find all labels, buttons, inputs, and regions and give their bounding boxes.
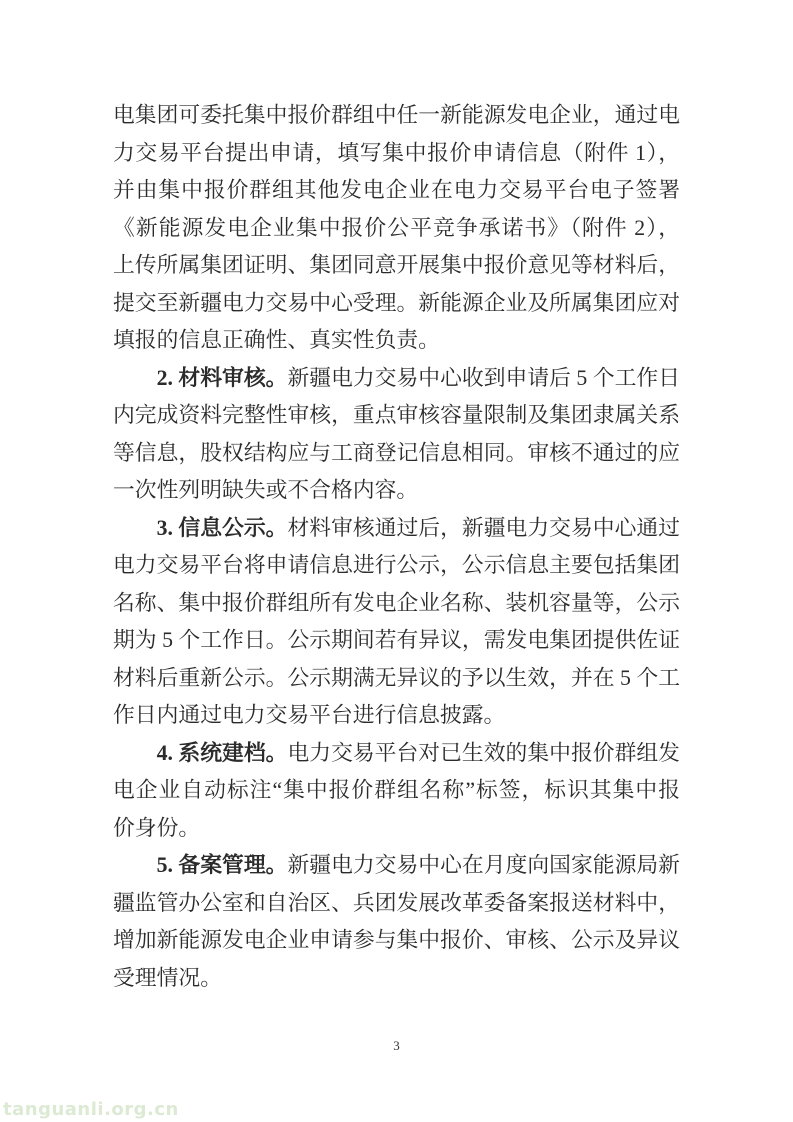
text-line bbox=[113, 922, 680, 960]
document-body bbox=[113, 97, 680, 997]
text-line bbox=[113, 135, 680, 173]
text-line bbox=[113, 172, 680, 210]
text-line bbox=[113, 360, 680, 398]
paragraph-text: 电力交易平台将申请信息进行公示，公示信息主要包括集团 bbox=[113, 553, 680, 577]
text-line bbox=[113, 697, 680, 735]
text-line bbox=[113, 210, 680, 248]
paragraph bbox=[113, 360, 680, 510]
paragraph-text: 力交易平台提出申请，填写集中报价申请信息（附件 1）， bbox=[113, 140, 680, 165]
text-line bbox=[113, 247, 680, 285]
paragraph-text: 电企业自动标注“集中报价群组名称”标签，标识其集中报 bbox=[113, 778, 680, 802]
paragraph-text: 内完成资料完整性审核，重点审核容量限制及集团隶属关系 bbox=[113, 403, 680, 427]
text-line bbox=[113, 97, 680, 135]
text-line bbox=[113, 472, 680, 510]
paragraph-heading-label: 4. 系统建档。 bbox=[156, 740, 288, 765]
paragraph-text: 上传所属集团证明、集团同意开展集中报价意见等材料后， bbox=[113, 253, 680, 277]
paragraph-text: 疆监管办公室和自治区、兵团发展改革委备案报送材料中， bbox=[113, 890, 680, 915]
watermark: tanguanli.org.cn bbox=[3, 1099, 179, 1120]
text-line bbox=[113, 622, 680, 660]
paragraph-text: 新疆电力交易中心收到申请后 5 个工作日 bbox=[287, 365, 680, 390]
paragraph-text: 作日内通过电力交易平台进行信息披露。 bbox=[113, 703, 506, 727]
paragraph-heading-label: 5. 备案管理。 bbox=[156, 853, 288, 877]
paragraph-text: 等信息，股权结构应与工商登记信息相同。审核不通过的应 bbox=[113, 440, 680, 465]
paragraph bbox=[113, 97, 680, 360]
paragraph-text: 材料审核通过后，新疆电力交易中心通过 bbox=[287, 515, 680, 540]
paragraph-text: 并由集中报价群组其他发电企业在电力交易平台电子签署 bbox=[113, 178, 680, 202]
text-line bbox=[113, 585, 680, 623]
text-line bbox=[113, 810, 680, 848]
text-line bbox=[113, 735, 680, 773]
paragraph-text: 提交至新疆电力交易中心受理。新能源企业及所属集团应对 bbox=[113, 290, 680, 315]
text-line bbox=[113, 285, 680, 323]
text-line bbox=[113, 435, 680, 473]
paragraph-text: 名称、集中报价群组所有发电企业名称、装机容量等，公示 bbox=[113, 590, 680, 615]
paragraph-text: 期为 5 个工作日。公示期间若有异议，需发电集团提供佐证 bbox=[113, 628, 680, 652]
paragraph-text: 受理情况。 bbox=[113, 965, 222, 990]
text-line bbox=[113, 547, 680, 585]
paragraph-heading-label: 3. 信息公示。 bbox=[156, 515, 288, 540]
paragraph-heading-label: 2. 材料审核。 bbox=[156, 365, 288, 390]
paragraph-text: 材料后重新公示。公示期满无异议的予以生效，并在 5 个工 bbox=[113, 665, 680, 690]
paragraph bbox=[113, 510, 680, 735]
paragraph-text: 增加新能源发电企业申请参与集中报价、审核、公示及异议 bbox=[113, 928, 680, 952]
text-line bbox=[113, 960, 680, 998]
text-line bbox=[113, 322, 680, 360]
paragraph-text: 价身份。 bbox=[113, 815, 201, 840]
paragraph-text: 《新能源发电企业集中报价公平竞争承诺书》（附件 2）， bbox=[113, 215, 680, 240]
text-line bbox=[113, 660, 680, 698]
paragraph-text: 一次性列明缺失或不合格内容。 bbox=[113, 478, 419, 502]
text-line bbox=[113, 847, 680, 885]
paragraph bbox=[113, 735, 680, 848]
text-line bbox=[113, 772, 680, 810]
page-number: 3 bbox=[393, 1038, 400, 1053]
paragraph-text: 填报的信息正确性、真实性负责。 bbox=[113, 328, 440, 352]
text-line bbox=[113, 510, 680, 548]
paragraph-text: 电力交易平台对已生效的集中报价群组发 bbox=[287, 740, 680, 765]
text-line bbox=[113, 397, 680, 435]
paragraph bbox=[113, 847, 680, 997]
paragraph-text: 电集团可委托集中报价群组中任一新能源发电企业，通过电 bbox=[113, 103, 680, 127]
text-line bbox=[113, 885, 680, 923]
paragraph-text: 新疆电力交易中心在月度向国家能源局新 bbox=[287, 853, 680, 877]
